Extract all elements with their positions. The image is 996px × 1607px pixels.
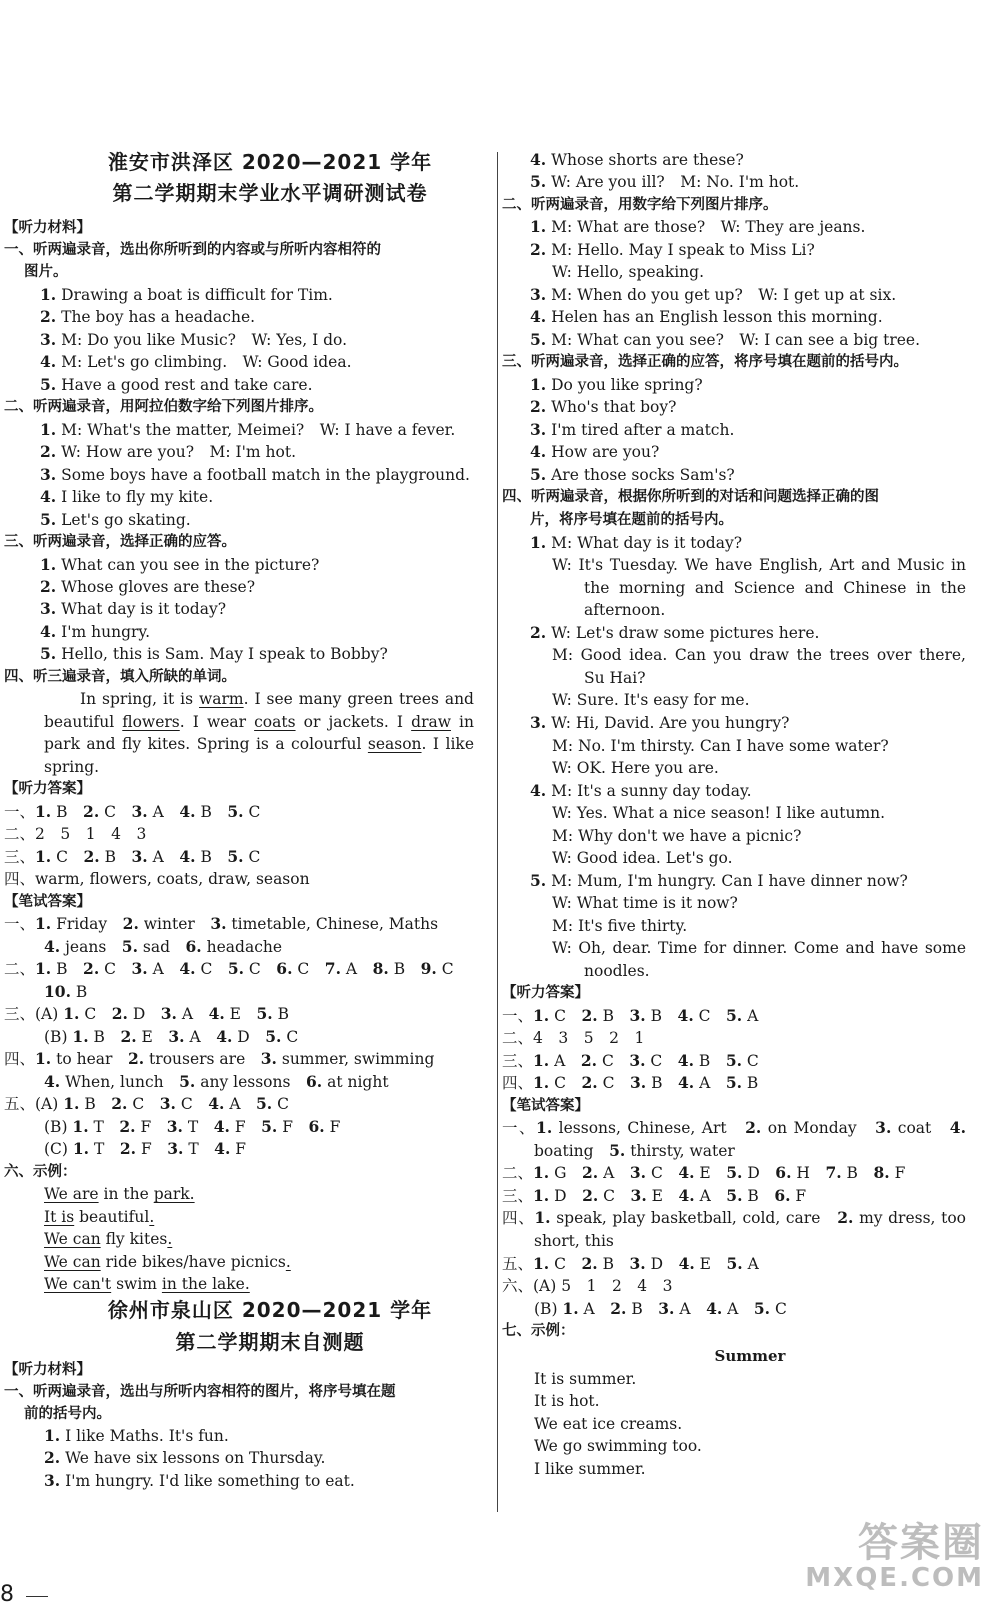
text-line: 3. I'm hungry. I'd like something to eat. bbox=[44, 1471, 355, 1490]
text-line: short, this bbox=[534, 1232, 614, 1250]
page-number-rule bbox=[26, 1596, 48, 1597]
watermark bbox=[805, 1522, 984, 1592]
section-heading: 三、听两遍录音，选择正确的应答，将序号填在题前的括号内。 bbox=[502, 354, 908, 370]
text-line: 4. When, lunch 5. any lessons 6. at night bbox=[44, 1072, 389, 1091]
text-line: W: It's Tuesday. We have English, Art and Music in bbox=[552, 556, 966, 574]
text-line: 5. W: Are you ill? M: No. I'm hot. bbox=[530, 172, 800, 191]
section-heading: 三、听两遍录音，选择正确的应答。 bbox=[4, 534, 236, 550]
text-line: W: Oh, dear. Time for dinner. Come and have some bbox=[552, 939, 966, 957]
text-line: 4. I like to fly my kite. bbox=[40, 487, 214, 506]
text-line: 4. jeans 5. sad 6. headache bbox=[44, 937, 283, 956]
text-line: 2. M: Hello. May I speak to Miss Li? bbox=[530, 240, 815, 259]
watermark-url: MXQE.COM bbox=[805, 1563, 984, 1593]
text-line: 2. W: How are you? M: I'm hot. bbox=[40, 442, 297, 461]
section-heading: 片，将序号填在题前的括号内。 bbox=[530, 512, 733, 528]
text-line: M: It's five thirty. bbox=[552, 917, 688, 935]
text-line: 3. M: When do you get up? W: I get up at six. bbox=[530, 285, 897, 304]
text-line: W: Hello, speaking. bbox=[552, 263, 704, 281]
section-heading: 七、示例： bbox=[502, 1323, 575, 1339]
page-number: 8 bbox=[0, 1582, 14, 1607]
column-divider bbox=[497, 152, 498, 1512]
text-line: park and fly kites. Spring is a colourful season. I like bbox=[44, 735, 474, 753]
text-line: 一、1. lessons, Chinese, Art 2. on Monday 3. coat 4. bbox=[502, 1118, 966, 1137]
text-line: In spring, it is warm. I see many green trees and bbox=[80, 690, 474, 708]
text-line: 1. M: What day is it today? bbox=[530, 533, 743, 552]
text-line: M: Good idea. Can you draw the trees over there, bbox=[552, 646, 966, 664]
text-line: 2. Who's that boy? bbox=[530, 397, 677, 416]
text-line: W: What time is it now? bbox=[552, 894, 738, 912]
exam-title: 淮安市洪泽区 2020—2021 学年 bbox=[107, 150, 433, 174]
text-line: 四、1. C 2. C 3. B 4. A 5. B bbox=[502, 1073, 759, 1092]
text-line: (B) 1. T 2. F 3. T 4. F 5. F 6. F bbox=[44, 1117, 341, 1136]
text-line: 3. Some boys have a football match in the playground. bbox=[40, 465, 470, 484]
text-line: 3. W: Hi, David. Are you hungry? bbox=[530, 713, 790, 732]
exam-title: 第二学期期末自测题 bbox=[175, 1330, 365, 1354]
text-line: 4. Whose shorts are these? bbox=[530, 150, 744, 169]
section-heading: 【听力答案】 bbox=[4, 781, 91, 797]
section-heading: 二、听两遍录音，用数字给下列图片排序。 bbox=[502, 197, 778, 213]
text-line: 二、1. B 2. C 3. A 4. C 5. C 6. C 7. A 8. B 9. C bbox=[4, 959, 454, 978]
text-line: It is beautiful. bbox=[44, 1208, 155, 1226]
text-line: (B) 1. A 2. B 3. A 4. A 5. C bbox=[534, 1299, 787, 1318]
section-heading: 【笔试答案】 bbox=[4, 894, 91, 910]
section-heading: 【笔试答案】 bbox=[502, 1098, 589, 1114]
text-line: Summer bbox=[714, 1347, 786, 1365]
text-line: 5. M: What can you see? W: I can see a big tree. bbox=[530, 330, 921, 349]
text-line: (C) 1. T 2. F 3. T 4. F bbox=[44, 1139, 247, 1158]
text-line: W: Yes. What a nice season! I like autumn. bbox=[552, 804, 886, 822]
text-line: 1. M: What are those? W: They are jeans. bbox=[530, 217, 866, 236]
watermark-logo-text: 答案圈 bbox=[858, 1520, 984, 1566]
section-heading: 六、示例： bbox=[4, 1164, 77, 1180]
text-line: 二、2 5 1 4 3 bbox=[4, 825, 147, 843]
text-line: 3. M: Do you like Music? W: Yes, I do. bbox=[40, 330, 348, 349]
exam-title: 第二学期期末学业水平调研测试卷 bbox=[112, 181, 428, 205]
text-line: 1. Do you like spring? bbox=[530, 375, 703, 394]
text-line: 1. I like Maths. It's fun. bbox=[44, 1426, 229, 1445]
text-line: 三、1. C 2. B 3. A 4. B 5. C bbox=[4, 847, 261, 866]
text-line: 2. W: Let's draw some pictures here. bbox=[530, 623, 820, 642]
text-line: 4. How are you? bbox=[530, 442, 660, 461]
section-heading: 二、听两遍录音，用阿拉伯数字给下列图片排序。 bbox=[4, 399, 323, 415]
text-line: 10. B bbox=[44, 982, 88, 1001]
text-line: noodles. bbox=[584, 962, 650, 980]
text-line: (B) 1. B 2. E 3. A 4. D 5. C bbox=[44, 1027, 299, 1046]
text-line: 5. Hello, this is Sam. May I speak to Bobby? bbox=[40, 644, 388, 663]
section-heading: 一、听两遍录音，选出你所听到的内容或与所听内容相符的 bbox=[4, 242, 381, 258]
section-heading: 一、听两遍录音，选出与所听内容相符的图片，将序号填在题 bbox=[4, 1384, 396, 1400]
text-line: We go swimming too. bbox=[534, 1437, 702, 1455]
text-line: 1. What can you see in the picture? bbox=[40, 555, 320, 574]
text-line: 2. Whose gloves are these? bbox=[40, 577, 256, 596]
section-heading: 【听力答案】 bbox=[502, 985, 589, 1001]
text-line: 三、1. A 2. C 3. C 4. B 5. C bbox=[502, 1051, 759, 1070]
text-line: W: OK. Here you are. bbox=[552, 759, 719, 777]
text-line: M: Why don't we have a picnic? bbox=[552, 827, 802, 845]
text-line: 五、1. C 2. B 3. D 4. E 5. A bbox=[502, 1254, 759, 1273]
text-line: 4. M: It's a sunny day today. bbox=[530, 781, 752, 800]
text-line: 4. M: Let's go climbing. W: Good idea. bbox=[40, 352, 352, 371]
text-line: boating 5. thirsty, water bbox=[534, 1141, 735, 1160]
text-line: 一、1. C 2. B 3. B 4. C 5. A bbox=[502, 1006, 759, 1025]
text-line: Su Hai? bbox=[584, 669, 646, 687]
exam-title: 徐州市泉山区 2020—2021 学年 bbox=[107, 1298, 433, 1322]
text-line: 五、(A) 1. B 2. C 3. C 4. A 5. C bbox=[4, 1094, 289, 1113]
text-line: We can ride bikes/have picnics. bbox=[44, 1253, 291, 1271]
text-line: afternoon. bbox=[584, 601, 666, 619]
text-line: 四、1. to hear 2. trousers are 3. summer, swimming bbox=[4, 1049, 435, 1068]
text-line: W: Good idea. Let's go. bbox=[552, 849, 733, 867]
text-line: 5. Let's go skating. bbox=[40, 510, 191, 529]
text-line: 2. The boy has a headache. bbox=[40, 307, 256, 326]
text-line: 一、1. Friday 2. winter 3. timetable, Chinese, Maths bbox=[4, 914, 439, 933]
text-line: 三、(A) 1. C 2. D 3. A 4. E 5. B bbox=[4, 1004, 290, 1023]
text-line: It is summer. bbox=[534, 1370, 637, 1388]
text-line: It is hot. bbox=[534, 1392, 600, 1410]
section-heading: 图片。 bbox=[24, 264, 68, 280]
text-line: 一、1. B 2. C 3. A 4. B 5. C bbox=[4, 802, 261, 821]
text-line: beautiful flowers. I wear coats or jackets. I draw in bbox=[44, 713, 474, 731]
text-line: 4. I'm hungry. bbox=[40, 622, 151, 641]
text-line: 二、1. G 2. A 3. C 4. E 5. D 6. H 7. B 8. F bbox=[502, 1163, 906, 1182]
text-line: 四、1. speak, play basketball, cold, care 2. my dress, too bbox=[502, 1208, 966, 1227]
text-line: the morning and Science and Chinese in the bbox=[584, 579, 966, 597]
text-line: 5. Are those socks Sam's? bbox=[530, 465, 735, 484]
text-line: I like summer. bbox=[534, 1460, 646, 1478]
text-line: 3. What day is it today? bbox=[40, 599, 227, 618]
text-line: We eat ice creams. bbox=[534, 1415, 683, 1433]
text-line: 5. M: Mum, I'm hungry. Can I have dinner now? bbox=[530, 871, 908, 890]
text-line: 5. Have a good rest and take care. bbox=[40, 375, 313, 394]
text-line: 六、(A) 5 1 2 4 3 bbox=[502, 1277, 673, 1295]
text-line: spring. bbox=[44, 758, 100, 776]
text-line: M: No. I'm thirsty. Can I have some water? bbox=[552, 737, 889, 755]
text-line: 2. We have six lessons on Thursday. bbox=[44, 1448, 326, 1467]
section-heading: 【听力材料】 bbox=[4, 1362, 91, 1378]
text-line: 1. M: What's the matter, Meimei? W: I have a fever. bbox=[40, 420, 456, 439]
section-heading: 四、听两遍录音，根据你所听到的对话和问题选择正确的图 bbox=[502, 489, 879, 505]
text-line: 4. Helen has an English lesson this morning. bbox=[530, 307, 883, 326]
text-line: 二、4 3 5 2 1 bbox=[502, 1029, 645, 1047]
text-line: 3. I'm tired after a match. bbox=[530, 420, 735, 439]
text-line: We can't swim in the lake. bbox=[44, 1275, 250, 1293]
text-line: 四、warm, flowers, coats, draw, season bbox=[4, 870, 310, 888]
text-line: 三、1. D 2. C 3. E 4. A 5. B 6. F bbox=[502, 1186, 807, 1205]
text-line: W: Sure. It's easy for me. bbox=[552, 691, 750, 709]
text-line: We can fly kites. bbox=[44, 1230, 173, 1248]
section-heading: 【听力材料】 bbox=[4, 220, 91, 236]
section-heading: 四、听三遍录音，填入所缺的单词。 bbox=[4, 669, 236, 685]
text-line: We are in the park. bbox=[44, 1185, 195, 1203]
section-heading: 前的括号内。 bbox=[24, 1406, 111, 1422]
text-line: 1. Drawing a boat is difficult for Tim. bbox=[40, 285, 333, 304]
